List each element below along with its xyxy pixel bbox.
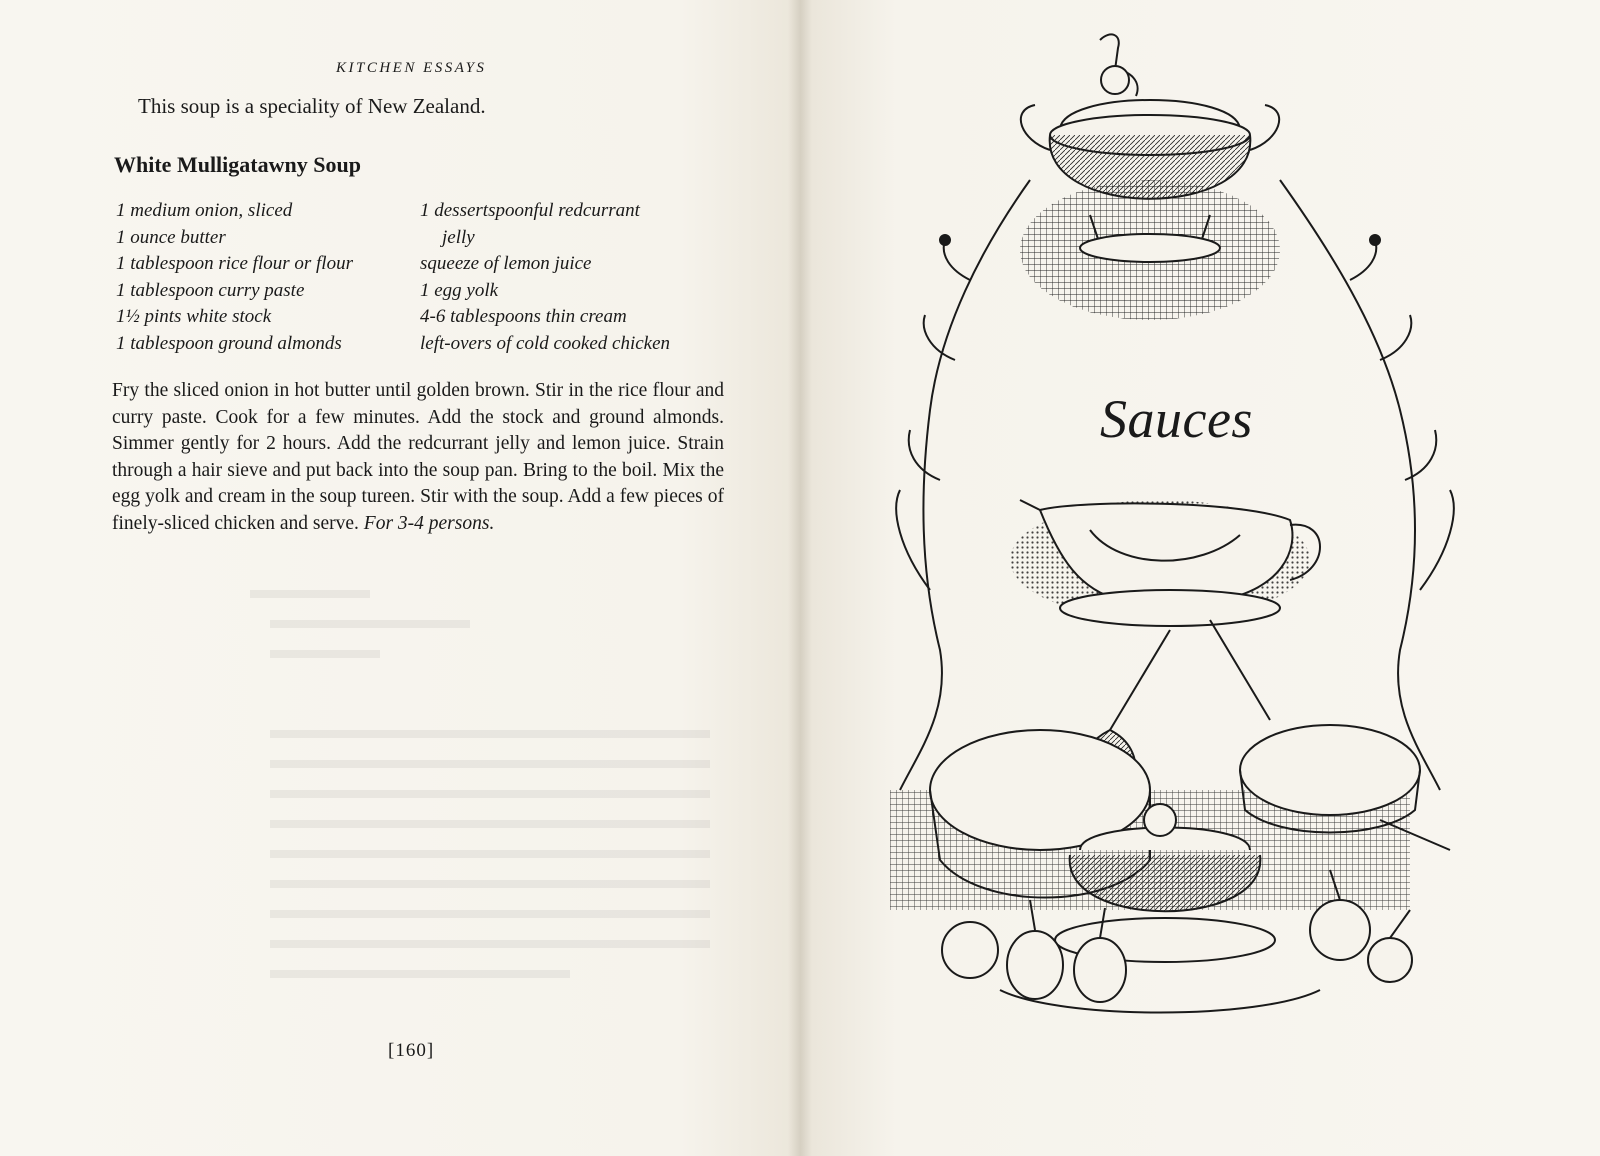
- ingredient-item: 1 tablespoon rice flour or flour: [116, 253, 353, 274]
- intro-line: This soup is a speciality of New Zealand.: [138, 94, 486, 118]
- ingredient-item: 1 egg yolk: [420, 279, 499, 301]
- ingredient-item: squeeze of lemon juice: [420, 253, 592, 274]
- show-through-text-icon: [100, 580, 720, 1040]
- serves-note: For 3-4 persons.: [363, 512, 495, 534]
- ingredient-item: 4-6 tablespoons thin cream: [420, 306, 627, 327]
- ingredients-left-column: [116, 198, 353, 357]
- ingredient-item: 1½ pints white stock: [116, 306, 272, 327]
- ingredients-right-column: [420, 198, 670, 357]
- running-head: KITCHEN ESSAYS: [336, 60, 487, 76]
- ingredient-item: 1 tablespoon ground almonds: [116, 332, 342, 354]
- book-gutter: [788, 0, 812, 1156]
- ingredient-item: 1 tablespoon curry paste: [116, 279, 305, 301]
- section-title: Sauces: [1100, 389, 1253, 449]
- ingredient-item: 1 dessertspoonful redcurrant: [420, 200, 640, 221]
- ingredient-item: 1 medium onion, sliced: [116, 200, 293, 221]
- method-paragraph: [112, 378, 724, 537]
- page-number: [160]: [388, 1040, 435, 1061]
- ingredient-item: left-overs of cold cooked chicken: [420, 332, 671, 354]
- ingredient-item: 1 ounce butter: [116, 226, 226, 248]
- method-text: Fry the sliced onion in hot butter until golden brown. Stir in the rice flour and curry paste. Cook for a few minutes. Add the stock and ground almonds. Simmer gently for 2 hours. Add the redcurrant jelly and lemon juice. Strain through a hair sieve and put back into the soup pan. Bring to the boil. Mix the egg yolk and cream in the soup tureen. Stir with the soup. Add a few pieces of finely-sliced chicken and serve.: [112, 380, 724, 534]
- recipe-title: White Mulligatawny Soup: [114, 152, 361, 177]
- ingredient-item-continuation: jelly: [442, 226, 475, 248]
- kitchenware-engraving-icon: [860, 30, 1480, 1030]
